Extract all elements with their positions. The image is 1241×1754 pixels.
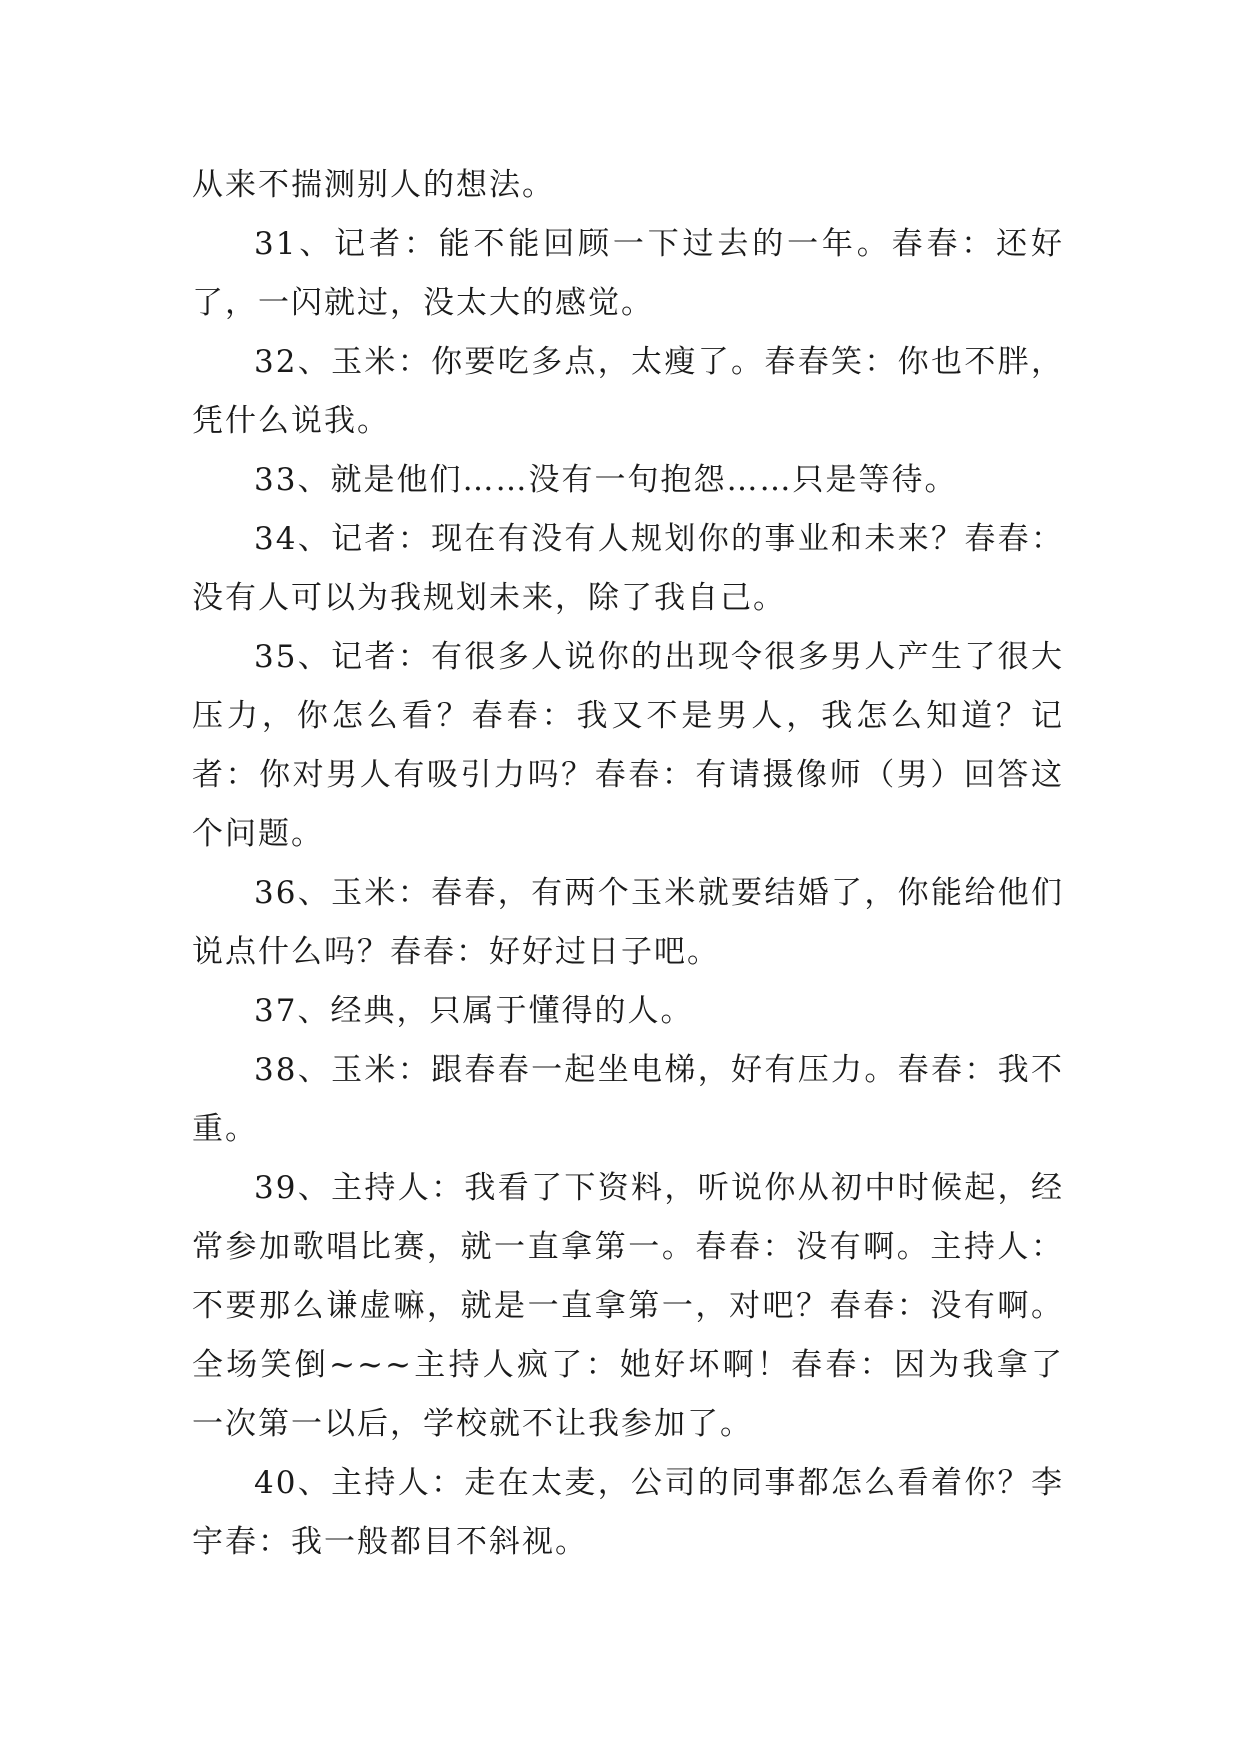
paragraph-32: 32、玉米：你要吃多点，太瘦了。春春笑：你也不胖，凭什么说我。 [192, 344, 1064, 439]
paragraph-31: 31、记者：能不能回顾一下过去的一年。春春：还好了，一闪就过，没太大的感觉。 [192, 226, 1064, 321]
paragraph-33: 33、就是他们……没有一句抱怨……只是等待。 [254, 462, 958, 498]
paragraph-38: 38、玉米：跟春春一起坐电梯，好有压力。春春：我不重。 [192, 1052, 1064, 1147]
paragraph-37: 37、经典，只属于懂得的人。 [254, 993, 694, 1029]
paragraph-35: 35、记者：有很多人说你的出现令很多男人产生了很大压力，你怎么看？春春：我又不是男人，我怎么知道？记者：你对男人有吸引力吗？春春：有请摄像师（男）回答这个问题。 [192, 639, 1064, 852]
paragraph-40: 40、主持人：走在太麦，公司的同事都怎么看着你？李宇春：我一般都目不斜视。 [192, 1465, 1064, 1560]
paragraph-36: 36、玉米：春春，有两个玉米就要结婚了，你能给他们说点什么吗？春春：好好过日子吧。 [192, 875, 1064, 970]
paragraph-34: 34、记者：现在有没有人规划你的事业和未来？春春：没有人可以为我规划未来，除了我自己。 [192, 521, 1064, 616]
document-body [192, 156, 1064, 1572]
paragraph-continuation: 从来不揣测别人的想法。 [192, 167, 555, 203]
paragraph-39: 39、主持人：我看了下资料，听说你从初中时候起，经常参加歌唱比赛，就一直拿第一。春春：没有啊。主持人：不要那么谦虚嘛，就是一直拿第一，对吧？春春：没有啊。全场笑倒~~~主持人疯了：她好坏啊！春春：因为我拿了一次第一以后，学校就不让我参加了。 [192, 1170, 1064, 1442]
